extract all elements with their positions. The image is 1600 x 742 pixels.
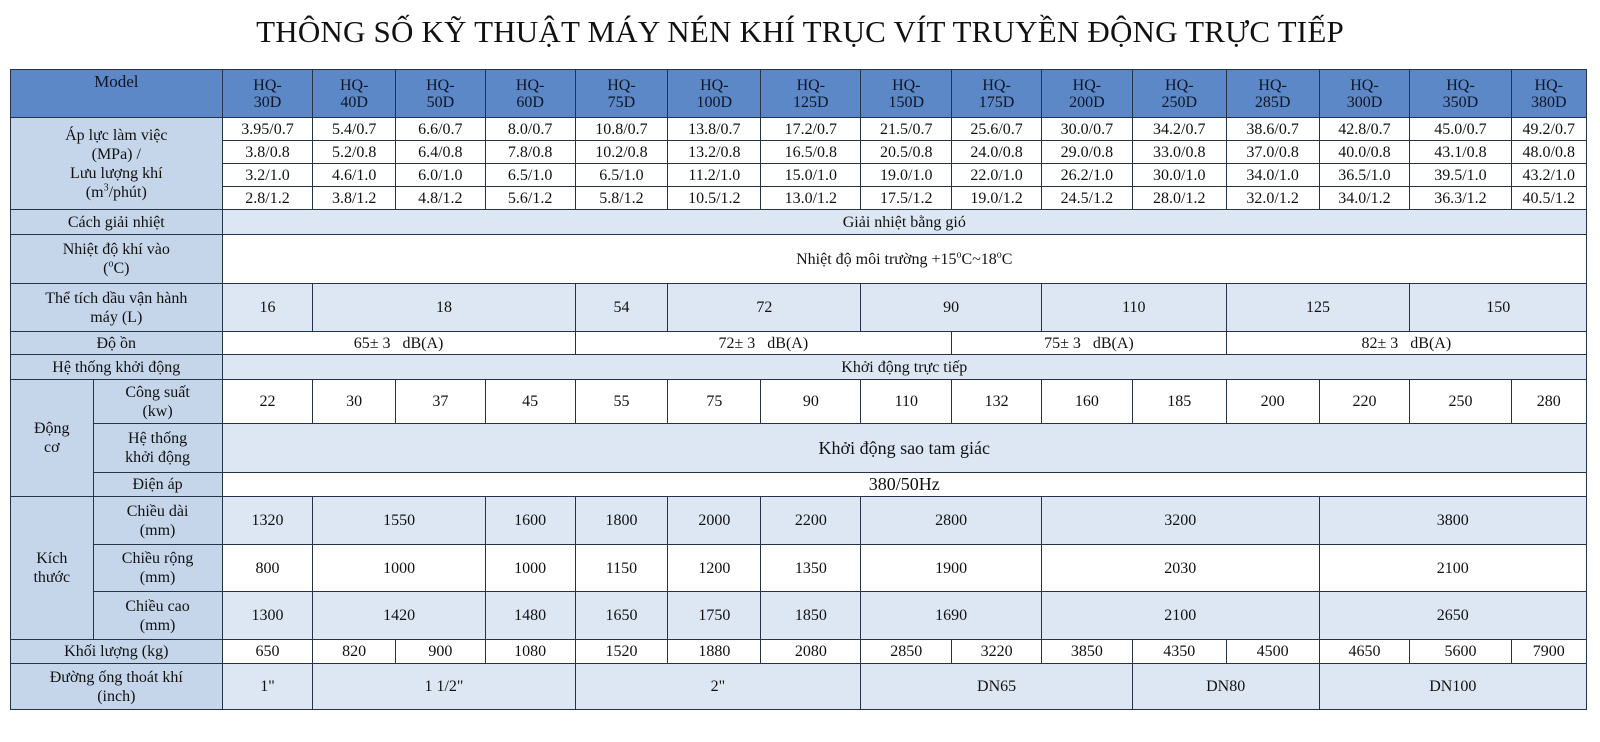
dim-height-cell: 1850 xyxy=(761,592,861,640)
dim-width-cell: 1350 xyxy=(761,545,861,592)
dim-width-cell: 1150 xyxy=(575,545,668,592)
dim-width-cell: 800 xyxy=(222,545,313,592)
motor-power-cell: 185 xyxy=(1132,380,1226,424)
pressure-cell: 40.5/1.2 xyxy=(1511,187,1586,210)
pressure-cell: 39.5/1.0 xyxy=(1410,164,1511,187)
pressure-cell: 42.8/0.7 xyxy=(1319,118,1410,141)
oil-volume-row xyxy=(11,284,1587,332)
motor-voltage-label: Điện áp xyxy=(93,473,222,497)
pressure-cell: 13.8/0.7 xyxy=(668,118,761,141)
pressure-cell: 49.2/0.7 xyxy=(1511,118,1586,141)
motor-power-cell: 22 xyxy=(222,380,313,424)
pressure-cell: 24.0/0.8 xyxy=(952,141,1042,164)
dim-width-cell: 1000 xyxy=(485,545,575,592)
pressure-cell: 17.2/0.7 xyxy=(761,118,861,141)
dim-width-row xyxy=(11,545,1587,592)
pressure-cell: 11.2/1.0 xyxy=(668,164,761,187)
header-row xyxy=(11,70,1587,118)
oil-volume-cell: 18 xyxy=(313,284,575,332)
pressure-cell: 16.5/0.8 xyxy=(761,141,861,164)
pressure-cell: 32.0/1.2 xyxy=(1226,187,1319,210)
start-system-value: Khởi động trực tiếp xyxy=(222,355,1586,380)
start-system-row xyxy=(11,355,1587,380)
dim-height-cell: 1300 xyxy=(222,592,313,640)
model-cell: HQ- 75D xyxy=(575,70,668,118)
pressure-cell: 4.8/1.2 xyxy=(395,187,485,210)
weight-cell: 1080 xyxy=(485,640,575,664)
pressure-cell: 43.1/0.8 xyxy=(1410,141,1511,164)
noise-cell: 82± 3 dB(A) xyxy=(1226,332,1586,355)
dim-length-cell: 2800 xyxy=(861,497,1042,545)
motor-power-cell: 75 xyxy=(668,380,761,424)
intake-temp-label: Nhiệt độ khí vào ($^o$C) xyxy=(11,235,223,284)
motor-power-cell: 55 xyxy=(575,380,668,424)
pressure-cell: 30.0/1.0 xyxy=(1132,164,1226,187)
pressure-cell: 20.5/0.8 xyxy=(861,141,952,164)
pressure-cell: 40.0/0.8 xyxy=(1319,141,1410,164)
pressure-cell: 30.0/0.7 xyxy=(1041,118,1132,141)
dim-width-label: Chiều rộng (mm) xyxy=(93,545,222,592)
pressure-cell: 5.4/0.7 xyxy=(313,118,396,141)
model-cell: HQ- 50D xyxy=(395,70,485,118)
pressure-row xyxy=(11,187,1587,210)
pressure-cell: 29.0/0.8 xyxy=(1041,141,1132,164)
outlet-pipe-cell: 2" xyxy=(575,664,861,710)
pressure-cell: 38.6/0.7 xyxy=(1226,118,1319,141)
motor-power-cell: 160 xyxy=(1041,380,1132,424)
weight-cell: 3850 xyxy=(1041,640,1132,664)
dim-width-cell: 1200 xyxy=(668,545,761,592)
weight-label: Khối lượng (kg) xyxy=(11,640,223,664)
start-system-label: Hệ thống khởi động xyxy=(11,355,223,380)
cooling-row xyxy=(11,210,1587,235)
pressure-cell: 34.0/1.2 xyxy=(1319,187,1410,210)
oil-volume-cell: 125 xyxy=(1226,284,1410,332)
motor-power-cell: 200 xyxy=(1226,380,1319,424)
pressure-cell: 5.8/1.2 xyxy=(575,187,668,210)
model-cell: HQ- 30D xyxy=(222,70,313,118)
pressure-cell: 10.5/1.2 xyxy=(668,187,761,210)
dim-length-cell: 1600 xyxy=(485,497,575,545)
motor-power-cell: 37 xyxy=(395,380,485,424)
dim-length-cell: 1800 xyxy=(575,497,668,545)
weight-cell: 3220 xyxy=(952,640,1042,664)
model-header: Model xyxy=(11,70,223,118)
outlet-pipe-cell: 1 1/2" xyxy=(313,664,575,710)
pressure-cell: 13.0/1.2 xyxy=(761,187,861,210)
pressure-cell: 28.0/1.2 xyxy=(1132,187,1226,210)
dim-length-label: Chiều dài (mm) xyxy=(93,497,222,545)
intake-temp-row xyxy=(11,235,1587,284)
weight-cell: 2080 xyxy=(761,640,861,664)
pressure-cell: 24.5/1.2 xyxy=(1041,187,1132,210)
dimensions-group-label: Kích thước xyxy=(11,497,94,640)
pressure-cell: 26.2/1.0 xyxy=(1041,164,1132,187)
pressure-cell: 13.2/0.8 xyxy=(668,141,761,164)
oil-volume-cell: 90 xyxy=(861,284,1042,332)
weight-cell: 4500 xyxy=(1226,640,1319,664)
model-cell: HQ- 60D xyxy=(485,70,575,118)
dim-length-cell: 3200 xyxy=(1041,497,1319,545)
oil-volume-cell: 54 xyxy=(575,284,668,332)
weight-cell: 900 xyxy=(395,640,485,664)
noise-row xyxy=(11,332,1587,355)
motor-voltage-row xyxy=(11,473,1587,497)
dim-length-cell: 3800 xyxy=(1319,497,1586,545)
model-cell: HQ- 250D xyxy=(1132,70,1226,118)
dim-width-cell: 2030 xyxy=(1041,545,1319,592)
motor-power-cell: 45 xyxy=(485,380,575,424)
motor-voltage-value: 380/50Hz xyxy=(222,473,1586,497)
model-cell: HQ- 40D xyxy=(313,70,396,118)
motor-power-cell: 280 xyxy=(1511,380,1586,424)
motor-group-label: Động cơ xyxy=(11,380,94,497)
outlet-pipe-label: Đường ống thoát khí (inch) xyxy=(11,664,223,710)
pressure-cell: 10.8/0.7 xyxy=(575,118,668,141)
pressure-cell: 6.5/1.0 xyxy=(485,164,575,187)
weight-cell: 1520 xyxy=(575,640,668,664)
pressure-cell: 43.2/1.0 xyxy=(1511,164,1586,187)
motor-start-value: Khởi động sao tam giác xyxy=(222,424,1586,473)
dim-width-cell: 1000 xyxy=(313,545,485,592)
pressure-cell: 45.0/0.7 xyxy=(1410,118,1511,141)
dim-length-row xyxy=(11,497,1587,545)
pressure-cell: 3.2/1.0 xyxy=(222,164,313,187)
pressure-cell: 25.6/0.7 xyxy=(952,118,1042,141)
pressure-cell: 19.0/1.0 xyxy=(861,164,952,187)
outlet-pipe-cell: 1" xyxy=(222,664,313,710)
model-cell: HQ- 125D xyxy=(761,70,861,118)
pressure-cell: 6.4/0.8 xyxy=(395,141,485,164)
weight-cell: 7900 xyxy=(1511,640,1586,664)
pressure-cell: 22.0/1.0 xyxy=(952,164,1042,187)
intake-temp-value: Nhiệt độ môi trường $+15^oC\sim 18^oC$ xyxy=(222,235,1586,284)
motor-start-label: Hệ thống khởi động xyxy=(93,424,222,473)
dim-length-cell: 2000 xyxy=(668,497,761,545)
weight-cell: 2850 xyxy=(861,640,952,664)
dim-height-cell: 1480 xyxy=(485,592,575,640)
weight-cell: 1880 xyxy=(668,640,761,664)
oil-volume-cell: 72 xyxy=(668,284,861,332)
outlet-pipe-cell: DN80 xyxy=(1132,664,1319,710)
model-cell: HQ- 300D xyxy=(1319,70,1410,118)
oil-volume-label: Thể tích dầu vận hành máy (L) xyxy=(11,284,223,332)
pressure-cell: 6.0/1.0 xyxy=(395,164,485,187)
dim-height-cell: 2100 xyxy=(1041,592,1319,640)
motor-power-cell: 220 xyxy=(1319,380,1410,424)
pressure-cell: 36.3/1.2 xyxy=(1410,187,1511,210)
dim-height-cell: 1750 xyxy=(668,592,761,640)
pressure-row xyxy=(11,141,1587,164)
dim-height-row xyxy=(11,592,1587,640)
model-cell: HQ- 285D xyxy=(1226,70,1319,118)
pressure-cell: 3.95/0.7 xyxy=(222,118,313,141)
outlet-pipe-cell: DN65 xyxy=(861,664,1132,710)
pressure-cell: 17.5/1.2 xyxy=(861,187,952,210)
motor-power-cell: 110 xyxy=(861,380,952,424)
model-cell: HQ- 350D xyxy=(1410,70,1511,118)
pressure-cell: 3.8/1.2 xyxy=(313,187,396,210)
noise-cell: 65± 3 dB(A) xyxy=(222,332,575,355)
pressure-cell: 36.5/1.0 xyxy=(1319,164,1410,187)
pressure-cell: 7.8/0.8 xyxy=(485,141,575,164)
model-cell: HQ- 175D xyxy=(952,70,1042,118)
oil-volume-cell: 110 xyxy=(1041,284,1226,332)
model-cell: HQ- 100D xyxy=(668,70,761,118)
motor-power-cell: 90 xyxy=(761,380,861,424)
weight-cell: 4350 xyxy=(1132,640,1226,664)
dim-height-cell: 2650 xyxy=(1319,592,1586,640)
spec-table xyxy=(10,69,1587,710)
model-cell: HQ- 150D xyxy=(861,70,952,118)
motor-power-row xyxy=(11,380,1587,424)
page-title: THÔNG SỐ KỸ THUẬT MÁY NÉN KHÍ TRỤC VÍT TRUYỀN ĐỘNG TRỰC TIẾP xyxy=(256,14,1344,49)
motor-power-label: Công suất (kw) xyxy=(93,380,222,424)
pressure-flow-label: Áp lực làm việc (MPa) / Lưu lượng khí $(m^3/phút)$ xyxy=(11,118,223,210)
oil-volume-cell: 16 xyxy=(222,284,313,332)
weight-cell: 650 xyxy=(222,640,313,664)
pressure-cell: 5.6/1.2 xyxy=(485,187,575,210)
motor-power-cell: 132 xyxy=(952,380,1042,424)
outlet-pipe-row xyxy=(11,664,1587,710)
noise-cell: 72± 3 dB(A) xyxy=(575,332,952,355)
pressure-cell: 10.2/0.8 xyxy=(575,141,668,164)
pressure-cell: 6.5/1.0 xyxy=(575,164,668,187)
dim-width-cell: 1900 xyxy=(861,545,1042,592)
pressure-cell: 48.0/0.8 xyxy=(1511,141,1586,164)
pressure-cell: 5.2/0.8 xyxy=(313,141,396,164)
dim-length-cell: 1320 xyxy=(222,497,313,545)
noise-label: Độ ồn xyxy=(11,332,223,355)
weight-row xyxy=(11,640,1587,664)
noise-cell: 75± 3 dB(A) xyxy=(952,332,1227,355)
motor-start-row xyxy=(11,424,1587,473)
pressure-cell: 4.6/1.0 xyxy=(313,164,396,187)
dim-width-cell: 2100 xyxy=(1319,545,1586,592)
oil-volume-cell: 150 xyxy=(1410,284,1587,332)
pressure-cell: 8.0/0.7 xyxy=(485,118,575,141)
pressure-row xyxy=(11,164,1587,187)
outlet-pipe-cell: DN100 xyxy=(1319,664,1586,710)
pressure-cell: 33.0/0.8 xyxy=(1132,141,1226,164)
pressure-cell: 15.0/1.0 xyxy=(761,164,861,187)
dim-height-label: Chiều cao (mm) xyxy=(93,592,222,640)
dim-length-cell: 2200 xyxy=(761,497,861,545)
cooling-value: Giải nhiệt bằng gió xyxy=(222,210,1586,235)
pressure-cell: 34.2/0.7 xyxy=(1132,118,1226,141)
weight-cell: 820 xyxy=(313,640,396,664)
pressure-cell: 2.8/1.2 xyxy=(222,187,313,210)
pressure-cell: 6.6/0.7 xyxy=(395,118,485,141)
cooling-label: Cách giải nhiệt xyxy=(11,210,223,235)
pressure-cell: 3.8/0.8 xyxy=(222,141,313,164)
pressure-cell: 34.0/1.0 xyxy=(1226,164,1319,187)
dim-length-cell: 1550 xyxy=(313,497,485,545)
motor-power-cell: 30 xyxy=(313,380,396,424)
model-cell: HQ- 200D xyxy=(1041,70,1132,118)
weight-cell: 5600 xyxy=(1410,640,1511,664)
dim-height-cell: 1650 xyxy=(575,592,668,640)
pressure-cell: 19.0/1.2 xyxy=(952,187,1042,210)
pressure-cell: 37.0/0.8 xyxy=(1226,141,1319,164)
pressure-cell: 21.5/0.7 xyxy=(861,118,952,141)
dim-height-cell: 1420 xyxy=(313,592,485,640)
dim-height-cell: 1690 xyxy=(861,592,1042,640)
motor-power-cell: 250 xyxy=(1410,380,1511,424)
pressure-row xyxy=(11,118,1587,141)
model-cell: HQ- 380D xyxy=(1511,70,1586,118)
weight-cell: 4650 xyxy=(1319,640,1410,664)
